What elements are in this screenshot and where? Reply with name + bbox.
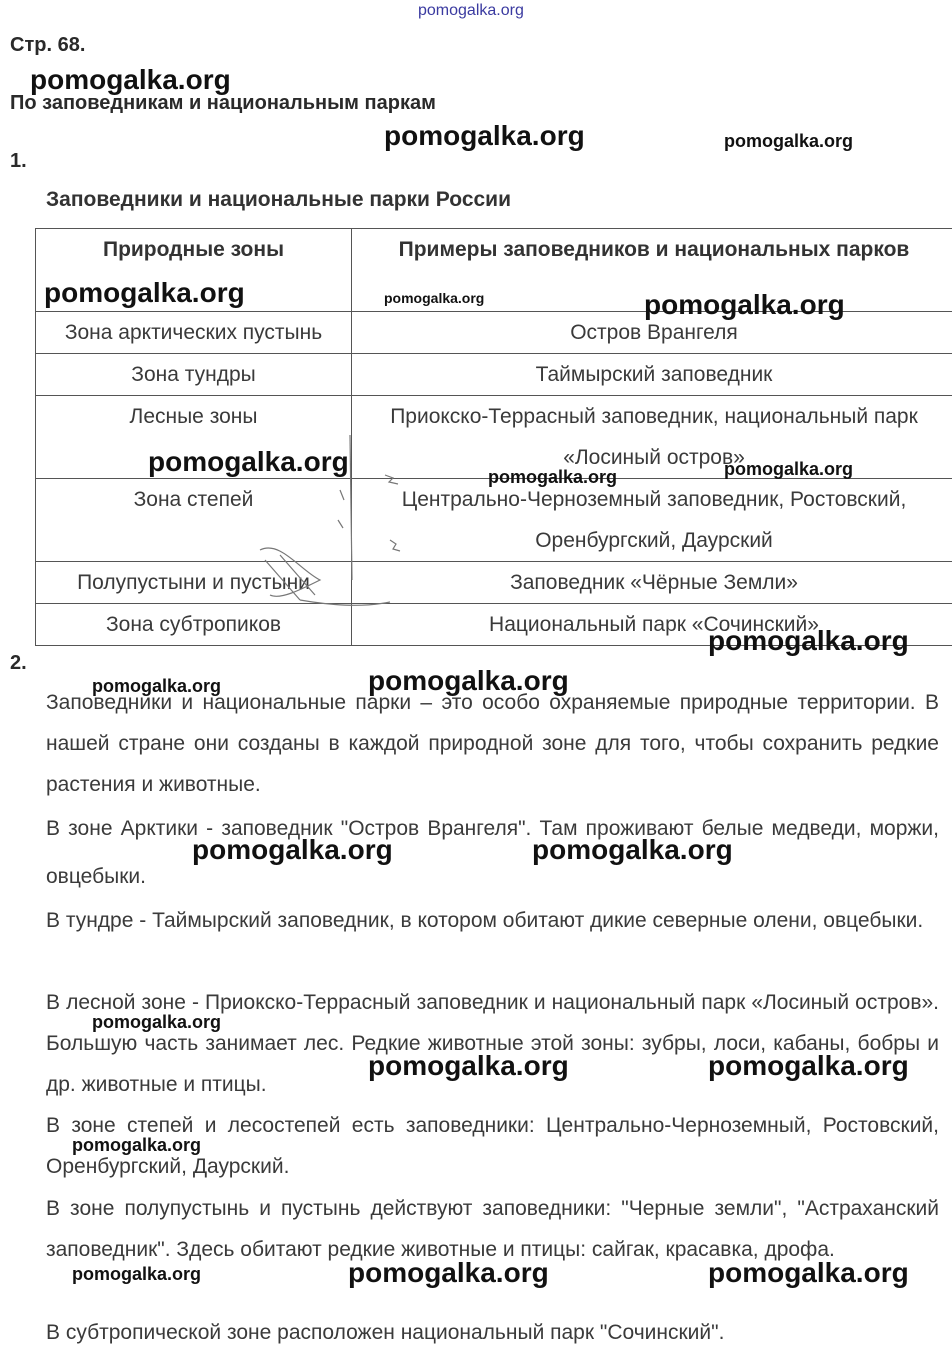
watermark: pomogalka.org: [384, 120, 585, 151]
answer-text: Заповедники и национальные парки – это особо охраняемые природные территории. В нашей стране они созданы в каждой природной зоне для того, чтобы сохранить редкие растения и животные.: [46, 691, 939, 796]
examples-cell: Приокско-Террасный заповедник, национальный парк «Лосиный остров»: [352, 396, 952, 479]
zone-cell: Полупустыни и пустыни: [36, 562, 352, 604]
page-number: Стр. 68.: [10, 34, 86, 56]
answer-text: В тундре - Таймырский заповедник, в котором обитают дикие северные олени, овцебыки.: [46, 909, 924, 932]
watermark: pomogalka.org: [348, 1257, 549, 1288]
column-header-examples: Примеры заповедников и национальных парков: [352, 229, 952, 312]
watermark: pomogalka.org: [72, 1135, 202, 1155]
watermark: pomogalka.org: [724, 131, 854, 151]
examples-cell: Остров Врангеля: [352, 312, 952, 354]
answer-text: В зоне полупустынь и пустынь действуют заповедники: "Черные земли", "Астраханский заповедник". Здесь обитают редкие животные и птицы: сайгак, красавка, дрофа.: [46, 1197, 939, 1261]
examples-cell: Таймырский заповедник: [352, 354, 952, 396]
watermark: pomogalka.org: [532, 834, 733, 865]
answer-text: В зоне Арктики - заповедник "Остров Врангеля". Там проживают белые медведи, моржи, овцебыки.: [46, 817, 939, 888]
site-url-header[interactable]: pomogalka.org: [418, 2, 524, 19]
watermark: pomogalka.org: [708, 625, 909, 656]
examples-cell: Национальный парк «Сочинский»: [352, 604, 952, 646]
watermark: pomogalka.org: [30, 64, 231, 95]
zone-cell: Зона степей: [36, 479, 352, 562]
watermark: pomogalka.org: [44, 277, 245, 308]
table-row: [36, 479, 952, 562]
watermark: pomogalka.org: [708, 1257, 909, 1288]
watermark: pomogalka.org: [488, 467, 618, 487]
watermark: pomogalka.org: [368, 665, 569, 696]
answer-paragraph: [46, 682, 939, 805]
zone-cell: Зона арктических пустынь: [36, 312, 352, 354]
answer-paragraph: [46, 900, 939, 941]
watermark: pomogalka.org: [724, 459, 854, 479]
examples-cell: Заповедник «Чёрные Земли»: [352, 562, 952, 604]
watermark: pomogalka.org: [148, 446, 349, 477]
examples-cell: Центрально-Черноземный заповедник, Ростовский, Оренбургский, Даурский: [352, 479, 952, 562]
table-title: Заповедники и национальные парки России: [46, 188, 511, 211]
watermark: pomogalka.org: [92, 1012, 222, 1032]
task-2-number: 2.: [10, 652, 27, 674]
watermark: pomogalka.org: [72, 1264, 202, 1284]
watermark: pomogalka.org: [92, 676, 222, 696]
answer-paragraph: [46, 805, 939, 901]
answer-text: В зоне степей и лесостепей есть заповедники: Центрально-Черноземный, Ростовский, Оренбургский, Даурский.: [46, 1114, 939, 1178]
watermark: pomogalka.org: [708, 1050, 909, 1081]
watermark: pomogalka.org: [384, 290, 485, 306]
watermark: pomogalka.org: [644, 289, 845, 320]
topic-title: По заповедникам и национальным паркам: [10, 92, 436, 114]
table-row: [36, 354, 952, 396]
column-header-zones: Природные зоны: [36, 229, 352, 312]
watermark: pomogalka.org: [192, 834, 393, 865]
answer-text: В субтропической зоне расположен национальный парк "Сочинский".: [46, 1321, 725, 1344]
task-1-number: 1.: [10, 150, 27, 172]
answer-paragraph: [46, 982, 939, 1105]
watermark: pomogalka.org: [368, 1050, 569, 1081]
zone-cell: Зона субтропиков: [36, 604, 352, 646]
answer-text: В лесной зоне - Приокско-Террасный заповедник и национальный парк «Лосиный остров». Большую часть занимает лес. Редкие животные этой зоны: зубры, лоси, кабаны, бобры и др. животные и птицы.: [46, 991, 939, 1096]
zone-cell: Лесные зоны: [36, 396, 352, 479]
table-row: [36, 562, 952, 604]
answer-paragraph: [46, 1312, 939, 1353]
zone-cell: Зона тундры: [36, 354, 352, 396]
